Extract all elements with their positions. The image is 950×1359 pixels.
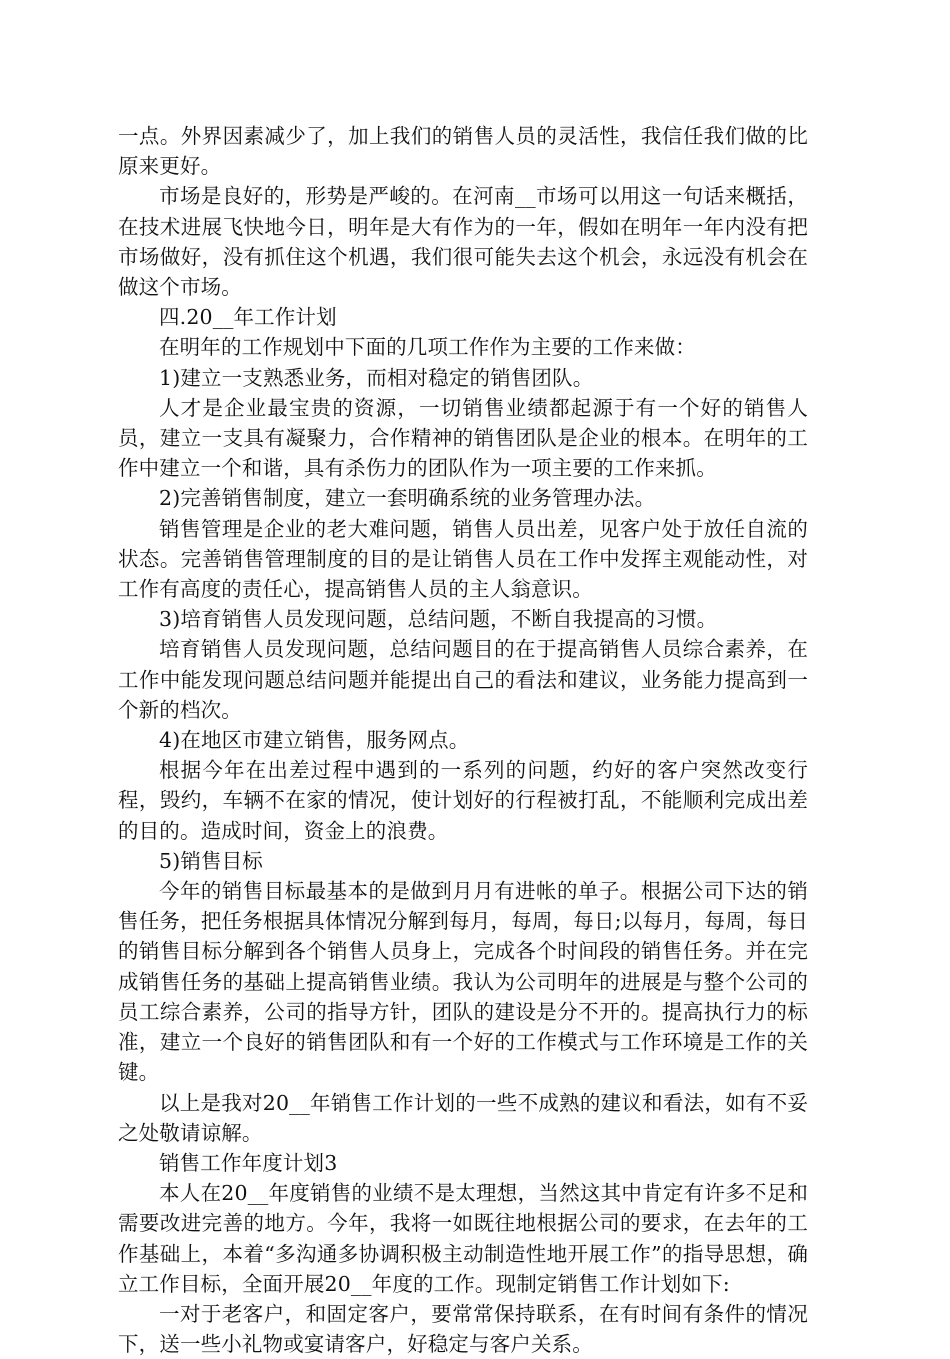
section-heading-plan: 四.20__年工作计划 [159,305,337,330]
list-item-2: 2)完善销售制度，建立一套明确系统的业务管理办法。 [159,486,656,511]
paragraph-10: 培育销售人员发现问题，总结问题目的在于提高销售人员综合素养，在工作中能发现问题总结问题并能提出自己的看法和建议，业务能力提高到一个新的档次。 [118,637,808,722]
list-item-5: 5)销售目标 [159,848,263,873]
paragraph-1: 一点。外界因素减少了，加上我们的销售人员的灵活性，我信任我们做的比原来更好。 [118,124,808,179]
paragraph-15: 以上是我对20__年销售工作计划的一些不成熟的建议和看法，如有不妥之处敬请谅解。 [118,1090,808,1145]
document-body [118,121,808,1359]
paragraph-8: 销售管理是企业的老大难问题，销售人员出差，见客户处于放任自流的状态。完善销售管理制度的目的是让销售人员在工作中发挥主观能动性，对工作有高度的责任心，提高销售人员的主人翁意识。 [118,516,808,602]
paragraph-18: 一对于老客户，和固定客户，要常常保持联系，在有时间有条件的情况下，送一些小礼物或宴请客户，好稳定与客户关系。 [118,1301,808,1357]
paragraph-14: 今年的销售目标最基本的是做到月月有进帐的单子。根据公司下达的销售任务，把任务根据具体情况分解到每月，每周，每日;以每月，每周，每日的销售目标分解到各个销售人员身上，完成各个时间段的销售任务。并在完成销售任务的基础上提高销售业绩。我认为公司明年的进展是与整个公司的员工综合素养，公司的指导方针，团队的建设是分不开的。提高执行力的标准，建立一个良好的销售团队和有一个好的工作模式与工作环境是工作的关键。 [118,879,808,1085]
paragraph-2: 市场是良好的，形势是严峻的。在河南__市场可以用这一句话来概括，在技术进展飞快地今日，明年是大有作为的一年，假如在明年一年内没有把市场做好，没有抓住这个机遇，我们很可能失去这个机会，永远没有机会在做这个市场。 [118,184,808,300]
list-item-3: 3)培育销售人员发现问题，总结问题，不断自我提高的习惯。 [159,607,718,632]
paragraph-6: 人才是企业最宝贵的资源，一切销售业绩都起源于有一个好的销售人员，建立一支具有凝聚力，合作精神的销售团队是企业的根本。在明年的工作中建立一个和谐，具有杀伤力的团队作为一项主要的工作来抓。 [118,395,808,481]
paragraph-4: 在明年的工作规划中下面的几项工作作为主要的工作来做： [159,335,696,360]
section-heading-plan-3: 销售工作年度计划3 [159,1150,338,1175]
list-item-4: 4)在地区市建立销售，服务网点。 [159,728,470,753]
list-item-1: 1)建立一支熟悉业务，而相对稳定的销售团队。 [159,365,594,390]
paragraph-17: 本人在20__年度销售的业绩不是太理想，当然这其中肯定有许多不足和需要改进完善的地方。今年，我将一如既往地根据公司的要求，在去年的工作基础上，本着“多沟通多协调积极主动制造性地开展工作”的指导思想，确立工作目标，全面开展20__年度的工作。现制定销售工作计划如下: [118,1181,808,1296]
paragraph-12: 根据今年在出差过程中遇到的一系列的问题，约好的客户突然改变行程，毁约，车辆不在家的情况，使计划好的行程被打乱，不能顺利完成出差的目的。造成时间，资金上的浪费。 [118,758,808,843]
